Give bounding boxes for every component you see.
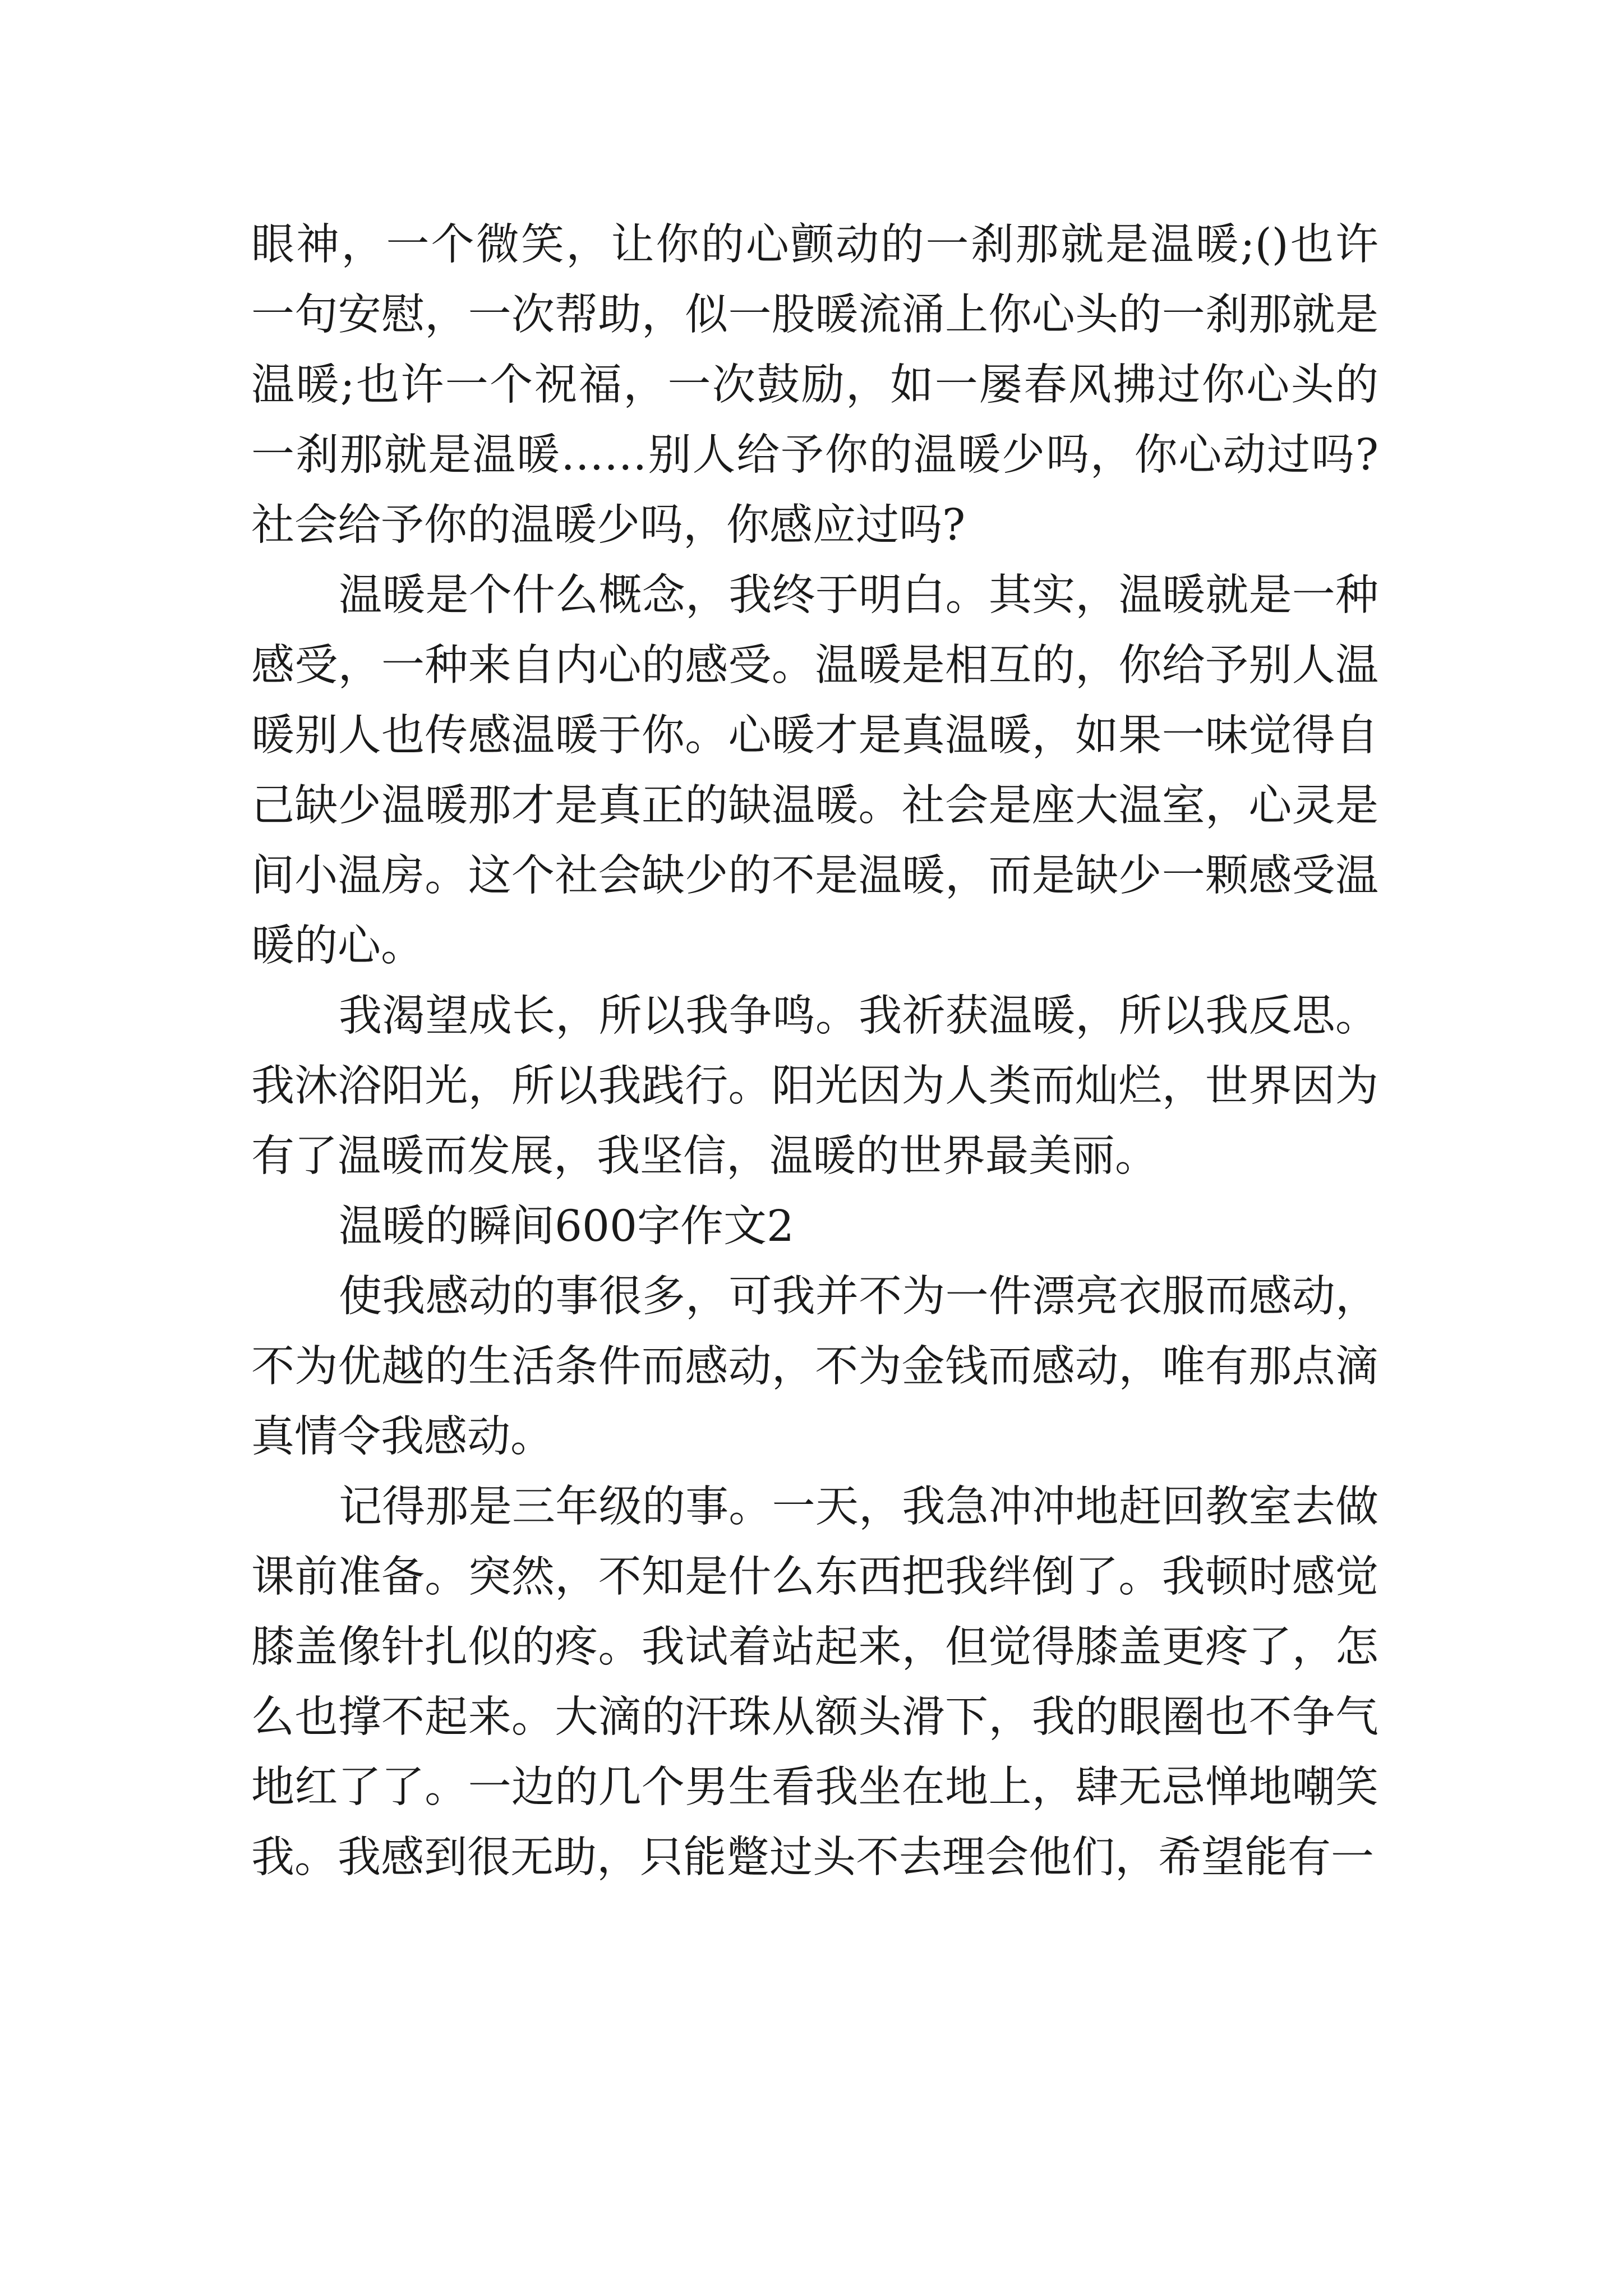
paragraph-continuation: 眼神，一个微笑，让你的心颤动的一刹那就是温暖;()也许一句安慰，一次帮助，似一股暖流涌上你心头的一刹那就是温暖;也许一个祝福，一次鼓励，如一屡春风拂过你心头的一刹那就是温暖……别人给予你的温暖少吗，你心动过吗?社会给予你的温暖少吗，你感应过吗? xyxy=(251,220,1378,550)
paragraph: 记得那是三年级的事。一天，我急冲冲地赶回教室去做课前准备。突然，不知是什么东西把我绊倒了。我顿时感觉膝盖像针扎似的疼。我试着站起来，但觉得膝盖更疼了，怎么也撑不起来。大滴的汗珠从额头滑下，我的眼圈也不争气地红了了。一边的几个男生看我坐在地上，肆无忌惮地嘲笑我。我感到很无助，只能蹩过头不去理会他们，希望能有一 xyxy=(251,1482,1378,1883)
paragraph: 温暖是个什么概念，我终于明白。其实，温暖就是一种感受，一种来自内心的感受。温暖是相互的，你给予别人温暖别人也传感温暖于你。心暖才是真温暖，如果一味觉得自己缺少温暖那才是真正的缺温暖。社会是座大温室，心灵是间小温房。这个社会缺少的不是温暖，而是缺少一颗感受温暖的心。 xyxy=(251,570,1378,971)
document-body xyxy=(251,210,1378,1893)
paragraph: 使我感动的事很多，可我并不为一件漂亮衣服而感动，不为优越的生活条件而感动，不为金钱而感动，唯有那点滴真情令我感动。 xyxy=(251,1272,1378,1462)
section-heading: 温暖的瞬间600字作文2 xyxy=(339,1202,794,1251)
paragraph: 我渴望成长，所以我争鸣。我祈获温暖，所以我反思。我沐浴阳光，所以我践行。阳光因为人类而灿烂，世界因为有了温暖而发展，我坚信，温暖的世界最美丽。 xyxy=(251,991,1378,1181)
